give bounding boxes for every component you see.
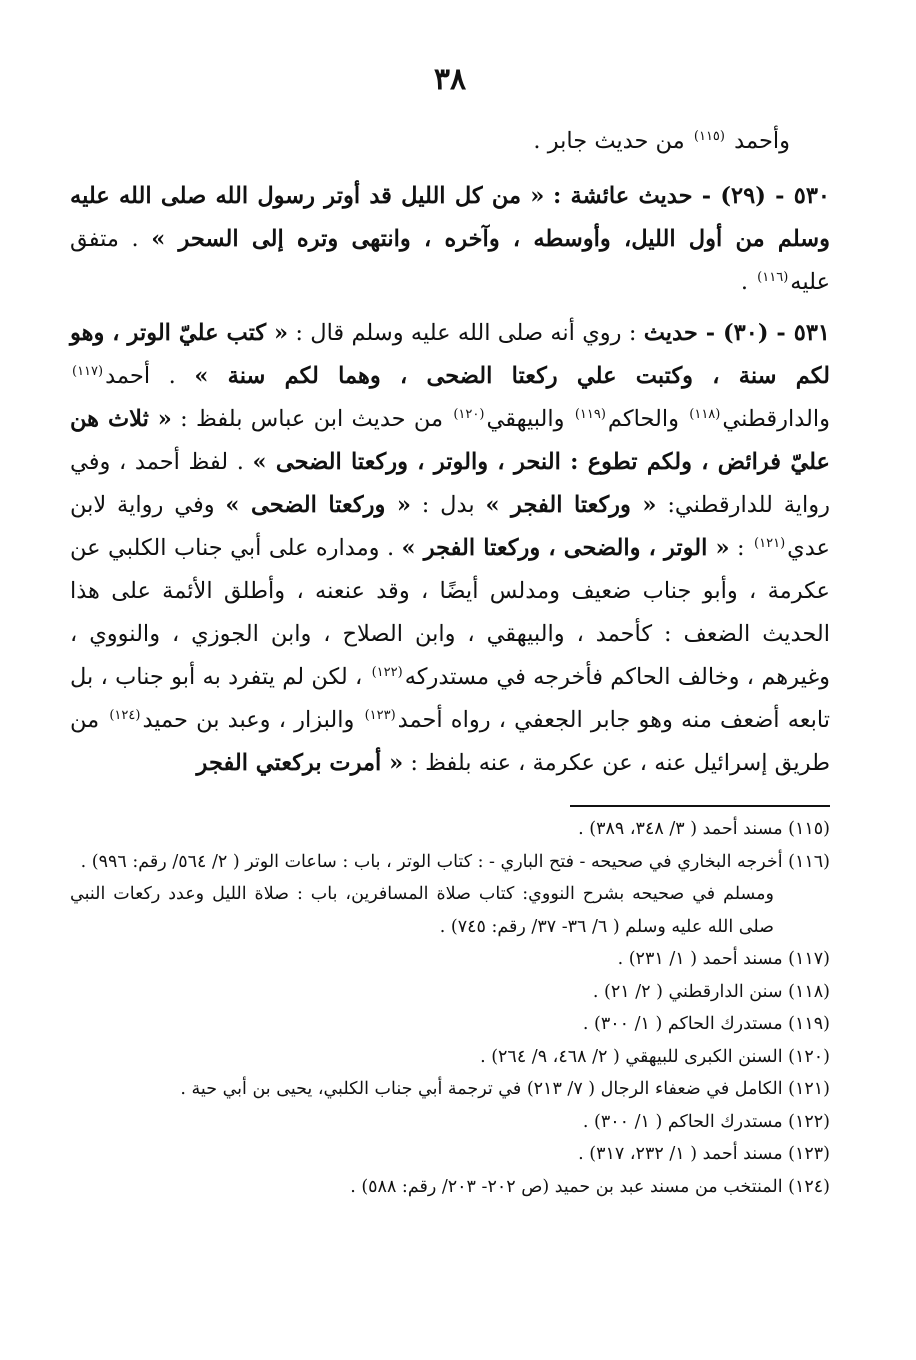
- text-segment: وأحمد: [734, 128, 790, 154]
- text-segment: . متفق عليه: [70, 226, 830, 295]
- paragraph-continuation: [70, 120, 830, 163]
- hadith-quote: « الوتر ، والضحى ، وركعتا الفجر »: [401, 535, 730, 561]
- footnote: (١٢٤) المنتخب من مسند عبد بن حميد (ص ٢٠٢- ٢٠٣/ رقم: ٥٨٨) .: [350, 1176, 830, 1197]
- hadith-quote: « أمرت بركعتي الفجر: [196, 750, 404, 776]
- footnote: (١١٦) أخرجه البخاري في صحيحه - فتح الباري - : كتاب الوتر ، باب : ساعات الوتر ( ٢/ ٥٦٤/ رقم: ٩٩٦) .: [80, 851, 830, 872]
- footnote-ref: (١١٦): [757, 269, 789, 285]
- footnote-ref: (١٢٢): [371, 664, 403, 680]
- text-segment: بدل :: [421, 492, 475, 518]
- page-number: ٣٨: [433, 62, 467, 97]
- footnote-ref: (١٢٠): [453, 406, 485, 422]
- hadith-quote: « وركعتا الفجر »: [485, 492, 657, 518]
- footnote-ref: (١١٩): [574, 406, 606, 422]
- text-segment: من حديث جابر .: [533, 128, 685, 154]
- footnote-ref: (١١٨): [689, 406, 721, 422]
- text-segment: ، لكن لم يتفرد به أبو جناب ، بل تابعه أضعف منه وهو جابر الجعفي ، رواه أحمد: [70, 664, 830, 733]
- footnote-divider: [570, 805, 830, 807]
- footnote-ref: (١٢٤): [109, 707, 141, 723]
- hadith-530: [70, 175, 830, 304]
- text-segment: والبيهقي: [486, 406, 565, 432]
- text-segment: والحاكم: [607, 406, 679, 432]
- text-segment: .: [740, 269, 748, 295]
- text-segment: من طريق إسرائيل عنه ، عن عكرمة ، عنه بلفظ :: [70, 707, 830, 776]
- hadith-quote: « من كل الليل قد أوتر رسول الله صلى الله عليه وسلم من أول الليل، وأوسطه ، وآخره ، وانتهى وتره إلى السحر »: [70, 183, 831, 252]
- footnote: (١٢٠) السنن الكبرى للبيهقي ( ٢/ ٤٦٨، ٩/ ٢٦٤) .: [480, 1046, 830, 1067]
- text-segment: والدارقطني: [722, 406, 831, 432]
- footnote: (١١٩) مستدرك الحاكم ( ١/ ٣٠٠) .: [582, 1014, 830, 1034]
- text-segment: . ومداره على أبي جناب الكلبي عن عكرمة ، وأبو جناب ضعيف ومدلس أيضًا ، وقد عنعنه ، وأطلق الأئمة على هذا الحديث الضعف : كأحمد ، والبيهقي ، وابن الصلاح ، وابن الجوزي ، والنووي ، وغيرهم ، وخالف الحاكم فأخرجه في مستدركه: [70, 535, 830, 690]
- hadith-531: [70, 312, 830, 785]
- footnote: (١١٨) سنن الدارقطني ( ٢/ ٢١) .: [592, 981, 830, 1002]
- hadith-quote: « كتب عليّ الوتر ، وهو لكم سنة ، وكتبت علي ركعتا الضحى ، وهما لكم سنة »: [70, 320, 830, 389]
- text-segment: : روي أنه صلى الله عليه وسلم قال :: [295, 320, 637, 346]
- footnote: (١٢٢) مستدرك الحاكم ( ١/ ٣٠٠) .: [582, 1111, 830, 1132]
- text-segment: :: [737, 535, 745, 561]
- footnote: (١٢٣) مسند أحمد ( ١/ ٢٣٢، ٣١٧) .: [578, 1144, 830, 1164]
- footnote-continuation: ومسلم في صحيحه بشرح النووي: كتاب صلاة المسافرين، باب : صلاة الليل وعدد ركعات النبي صلى الله عليه وسلم ( ٦/ ٣٦- ٣٧/ رقم: ٧٤٥) .: [70, 884, 774, 937]
- hadith-quote: « وركعتا الضحى »: [225, 492, 411, 518]
- footnote: (١٢١) الكامل في ضعفاء الرجال ( ٧/ ٢١٣) في ترجمة أبي جناب الكلبي، يحيى بن أبي حية .: [180, 1079, 830, 1099]
- text-segment: . لفظ أحمد ، وفي رواية للدارقطني:: [70, 449, 831, 518]
- book-page: [70, 60, 830, 1203]
- footnote: (١١٥) مسند أحمد ( ٣/ ٣٤٨، ٣٨٩) .: [578, 819, 830, 839]
- footnote-ref: (١١٥): [693, 128, 725, 144]
- text-segment: والبزار ، وعبد بن حميد: [142, 707, 355, 733]
- footnote-ref: (١٢١): [754, 535, 786, 551]
- text-segment: من حديث ابن عباس بلفظ :: [180, 406, 444, 432]
- footnote-ref: (١١٧): [72, 363, 104, 379]
- footnotes: [70, 813, 830, 1203]
- hadith-quote: « ثلاث هن عليّ فرائض ، ولكم تطوع : النحر ، والوتر ، وركعتا الضحى »: [70, 406, 830, 475]
- hadith-heading: ٥٣١ - (٣٠) - حديث: [643, 320, 830, 346]
- footnote-divider-wrap: [70, 793, 830, 813]
- hadith-heading: ٥٣٠ - (٢٩) - حديث عائشة :: [552, 183, 830, 209]
- text-segment: . أحمد: [105, 363, 176, 389]
- text-segment: وفي رواية لابن عدي: [70, 492, 830, 561]
- footnote: (١١٧) مسند أحمد ( ١/ ٢٣١) .: [617, 949, 830, 969]
- footnote-ref: (١٢٣): [364, 707, 396, 723]
